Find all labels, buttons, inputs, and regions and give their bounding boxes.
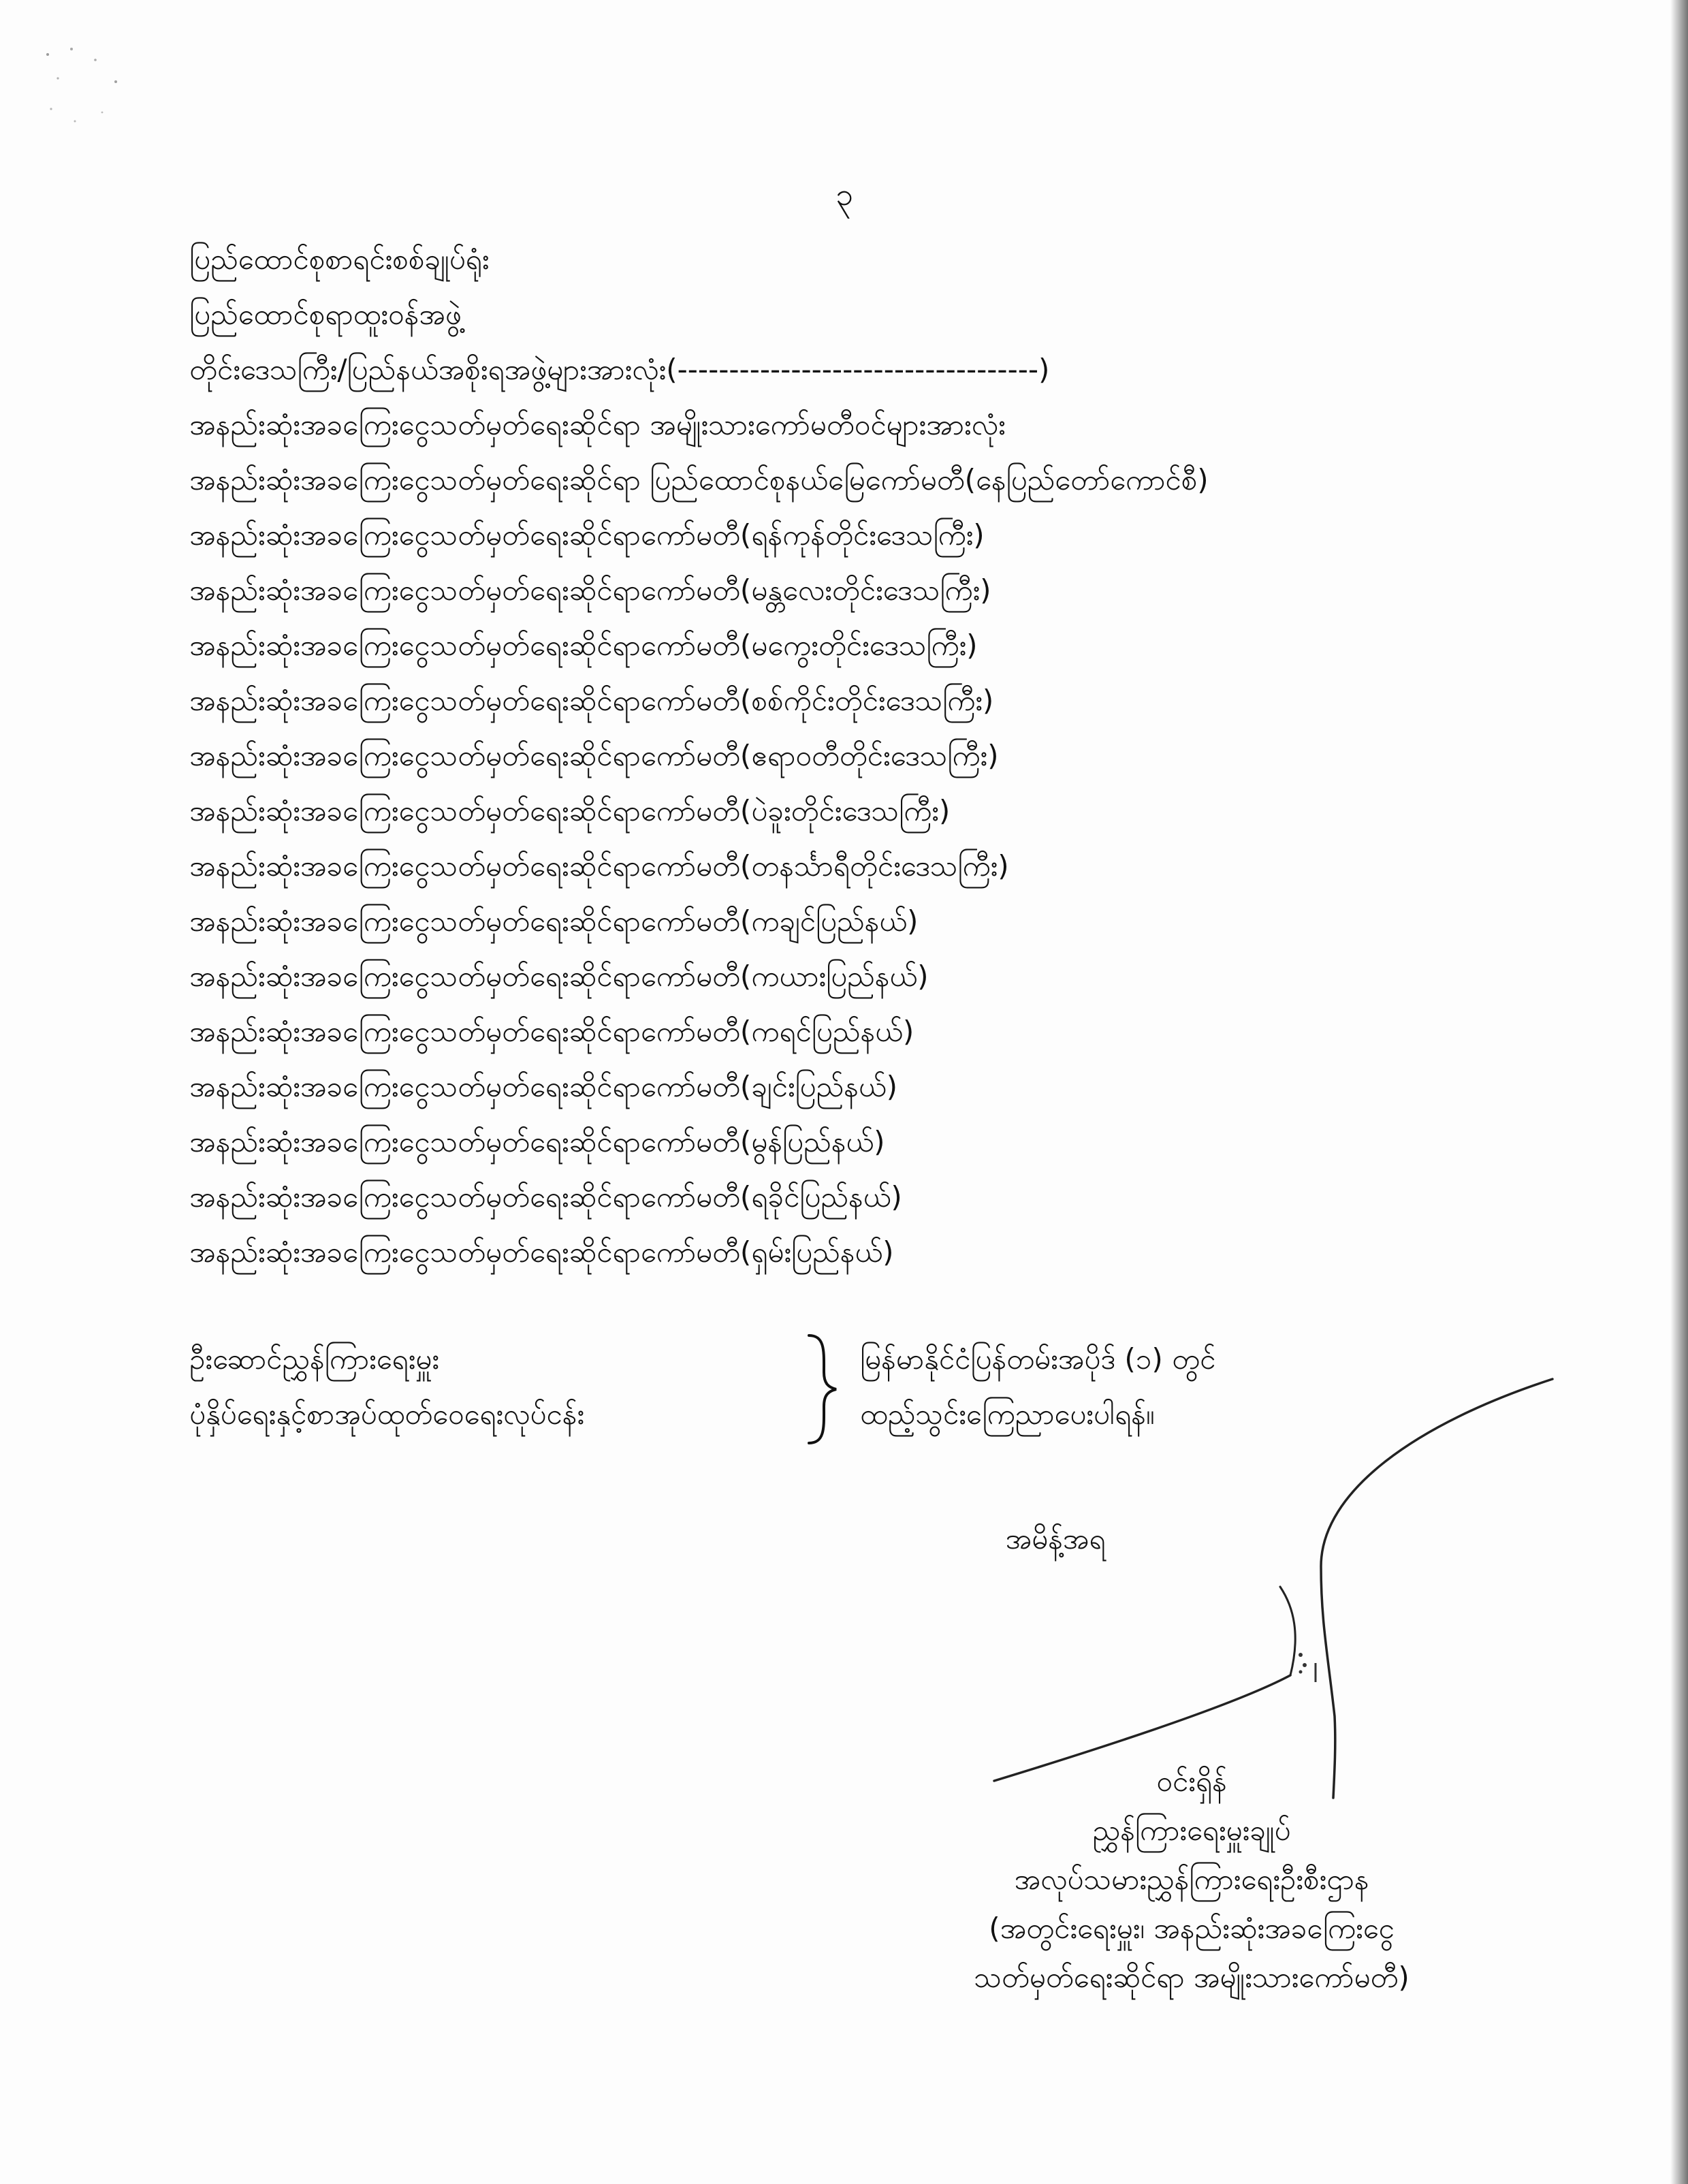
copy-to-recipient — [189, 1331, 802, 1442]
copy-to-recipient-line: ဦးဆောင်ညွှန်ကြားရေးမှူး — [189, 1342, 439, 1376]
recipient-line: အနည်းဆုံးအခကြေးငွေသတ်မှတ်ရေးဆိုင်ရာ အမျိုးသားကော်မတီဝင်များအားလုံး — [189, 408, 1006, 441]
recipient-line: တိုင်းဒေသကြီး/ပြည်နယ်အစိုးရအဖွဲ့များအားလုံး(-----------------------------------) — [189, 353, 1050, 386]
signatory-block — [851, 1757, 1532, 2002]
signatory-title: ညွှန်ကြားရေးမှူးချုပ် — [1092, 1814, 1291, 1847]
recipient-line: ပြည်ထောင်စုစာရင်းစစ်ချုပ်ရုံး — [189, 242, 490, 276]
scan-speckles — [34, 34, 143, 143]
scan-edge-shadow — [1670, 0, 1688, 2184]
copy-to-instruction-line: မြန်မာနိုင်ငံပြန်တမ်းအပိုဒ် (၁) တွင် — [860, 1342, 1216, 1376]
recipient-line: အနည်းဆုံးအခကြေးငွေသတ်မှတ်ရေးဆိုင်ရာကော်မတီ(မကွေးတိုင်းဒေသကြီး) — [189, 629, 978, 662]
signatory-role-line: (အတွင်းရေးမှူး၊ အနည်းဆုံးအခကြေးငွေ — [989, 1912, 1395, 1945]
copy-to-instruction-line: ထည့်သွင်းကြေညာပေးပါရန်။ — [860, 1397, 1155, 1431]
right-brace-icon — [802, 1331, 843, 1447]
recipient-line: အနည်းဆုံးအခကြေးငွေသတ်မှတ်ရေးဆိုင်ရာကော်မတီ(ကချင်ပြည်နယ်) — [189, 904, 919, 938]
recipient-line: အနည်းဆုံးအခကြေးငွေသတ်မှတ်ရေးဆိုင်ရာကော်မတီ(ကရင်ပြည်နယ်) — [189, 1015, 914, 1048]
recipient-line: အနည်းဆုံးအခကြေးငွေသတ်မှတ်ရေးဆိုင်ရာကော်မတီ(ဧရာဝတီတိုင်းဒေသကြီး) — [189, 739, 999, 772]
signatory-department: အလုပ်သမားညွှန်ကြားရေးဦးစီးဌာန — [1014, 1863, 1369, 1896]
recipient-line: အနည်းဆုံးအခကြေးငွေသတ်မှတ်ရေးဆိုင်ရာကော်မတီ(စစ်ကိုင်းတိုင်းဒေသကြီး) — [189, 684, 994, 717]
copy-to-recipient-line: ပုံနှိပ်ရေးနှင့်စာအုပ်ထုတ်ဝေရေးလုပ်ငန်း — [189, 1397, 585, 1431]
recipient-list — [189, 232, 1551, 1280]
page-number: ၃ — [835, 176, 853, 212]
signatory-name: ဝင်းရှိန် — [1156, 1764, 1227, 1798]
by-order-label: အမိန့်အရ — [1005, 1522, 1106, 1555]
signatory-role-line: သတ်မှတ်ရေးဆိုင်ရာ အမျိုးသားကော်မတီ) — [974, 1961, 1410, 1994]
recipient-line: အနည်းဆုံးအခကြေးငွေသတ်မှတ်ရေးဆိုင်ရာကော်မတီ(ပဲခူးတိုင်းဒေသကြီး) — [189, 794, 951, 827]
recipient-line: အနည်းဆုံးအခကြေးငွေသတ်မှတ်ရေးဆိုင်ရာကော်မတီ(ရန်ကုန်တိုင်းဒေသကြီး) — [189, 518, 985, 552]
recipient-line: အနည်းဆုံးအခကြေးငွေသတ်မှတ်ရေးဆိုင်ရာကော်မတီ(ရခိုင်ပြည်နယ်) — [189, 1180, 902, 1214]
recipient-line: အနည်းဆုံးအခကြေးငွေသတ်မှတ်ရေးဆိုင်ရာ ပြည်ထောင်စုနယ်မြေကော်မတီ(နေပြည်တော်ကောင်စီ) — [189, 463, 1209, 496]
recipient-line: အနည်းဆုံးအခကြေးငွေသတ်မှတ်ရေးဆိုင်ရာကော်မတီ(ရှမ်းပြည်နယ်) — [189, 1235, 894, 1269]
recipient-line: အနည်းဆုံးအခကြေးငွေသတ်မှတ်ရေးဆိုင်ရာကော်မတီ(မွန်ပြည်နယ်) — [189, 1125, 885, 1158]
recipient-line: အနည်းဆုံးအခကြေးငွေသတ်မှတ်ရေးဆိုင်ရာကော်မတီ(ကယားပြည်နယ်) — [189, 960, 929, 993]
recipient-line: အနည်းဆုံးအခကြေးငွေသတ်မှတ်ရေးဆိုင်ရာကော်မတီ(တနင်္သာရီတိုင်းဒေသကြီး) — [189, 849, 1009, 883]
recipient-line: အနည်းဆုံးအခကြေးငွေသတ်မှတ်ရေးဆိုင်ရာကော်မတီ(ချင်းပြည်နယ်) — [189, 1070, 897, 1103]
recipient-line: ပြည်ထောင်စုရာထူးဝန်အဖွဲ့ — [189, 298, 462, 331]
recipient-line: အနည်းဆုံးအခကြေးငွေသတ်မှတ်ရေးဆိုင်ရာကော်မတီ(မန္တလေးတိုင်းဒေသကြီး) — [189, 573, 991, 607]
